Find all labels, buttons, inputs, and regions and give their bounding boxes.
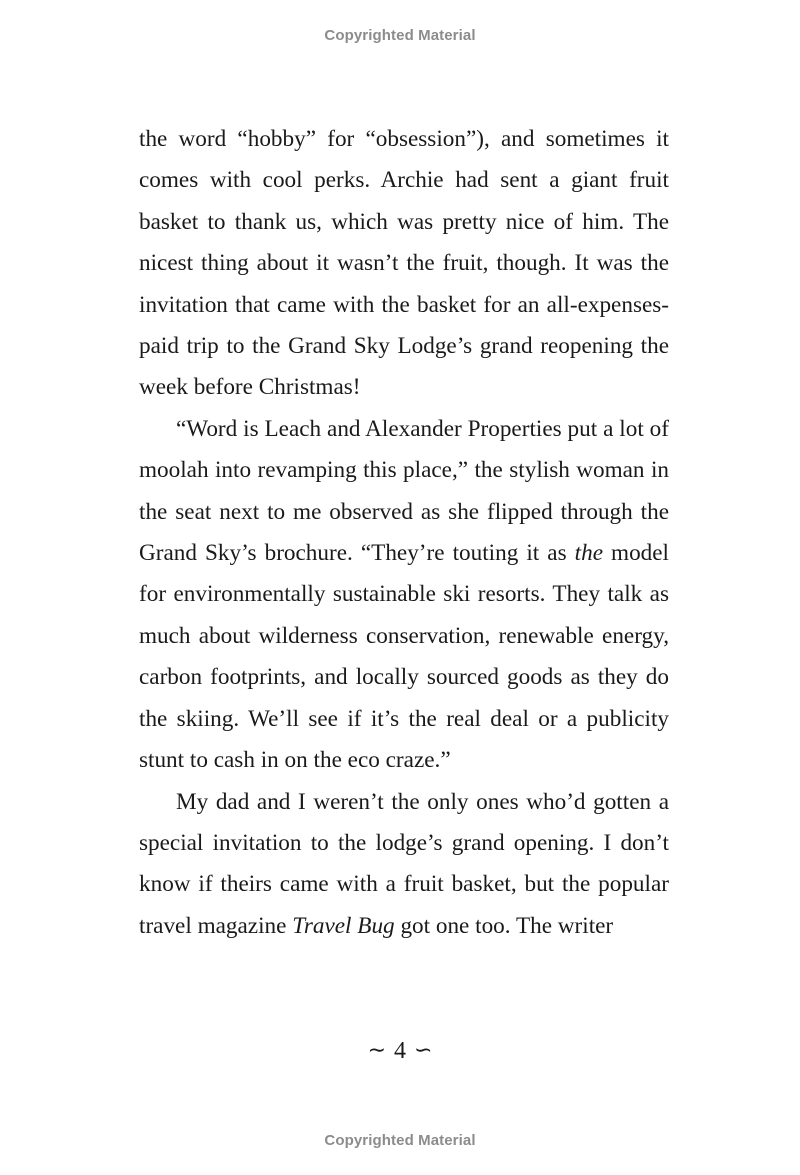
- paragraph-2: [139, 409, 669, 782]
- copyright-watermark-top: Copyrighted Material: [324, 27, 476, 44]
- paragraph-1: [139, 119, 669, 409]
- text-run: “Word is Leach and Alexander Properties put a lot of moolah into revamping this place,” the stylish woman in the seat next to me observed as she flipped through the Grand Sky’s brochure. “They’re touting it as: [139, 415, 669, 567]
- italic-text-run: Travel Bug: [292, 912, 395, 939]
- copyright-watermark-bottom: Copyrighted Material: [324, 1132, 476, 1149]
- body-text: [139, 119, 669, 947]
- right-swash-ornament: ∽: [414, 1037, 433, 1062]
- left-swash-ornament: ∼: [367, 1037, 386, 1062]
- text-run: got one too. The writer: [394, 912, 614, 939]
- italic-text-run: the: [574, 540, 603, 567]
- paragraph-3: [139, 782, 669, 948]
- page-number: 4: [394, 1038, 406, 1064]
- text-run: the word “hobby” for “obsession”), and sometimes it comes with cool perks. Archie had sent a giant fruit basket to thank us, which was pretty nice of him. The nicest thing about it wasn’t the fruit, though. It was the invitation that came with the basket for an all-expenses-paid trip to the Grand Sky Lodge’s grand reopening the week before Christmas!: [139, 126, 669, 401]
- page-number-footer: [0, 1037, 800, 1065]
- text-run: My dad and I weren’t the only ones who’d gotten a special invitation to the lodge’s grand opening. I don’t know if theirs came with a fruit basket, but the popular travel magazine: [139, 788, 669, 939]
- text-run: model for environmentally sustainable ski resorts. They talk as much about wilderness conservation, renewable energy, carbon footprints, and locally sourced goods as they do the skiing. We’ll see if it’s the real deal or a publicity stunt to cash in on the eco craze.”: [139, 540, 669, 774]
